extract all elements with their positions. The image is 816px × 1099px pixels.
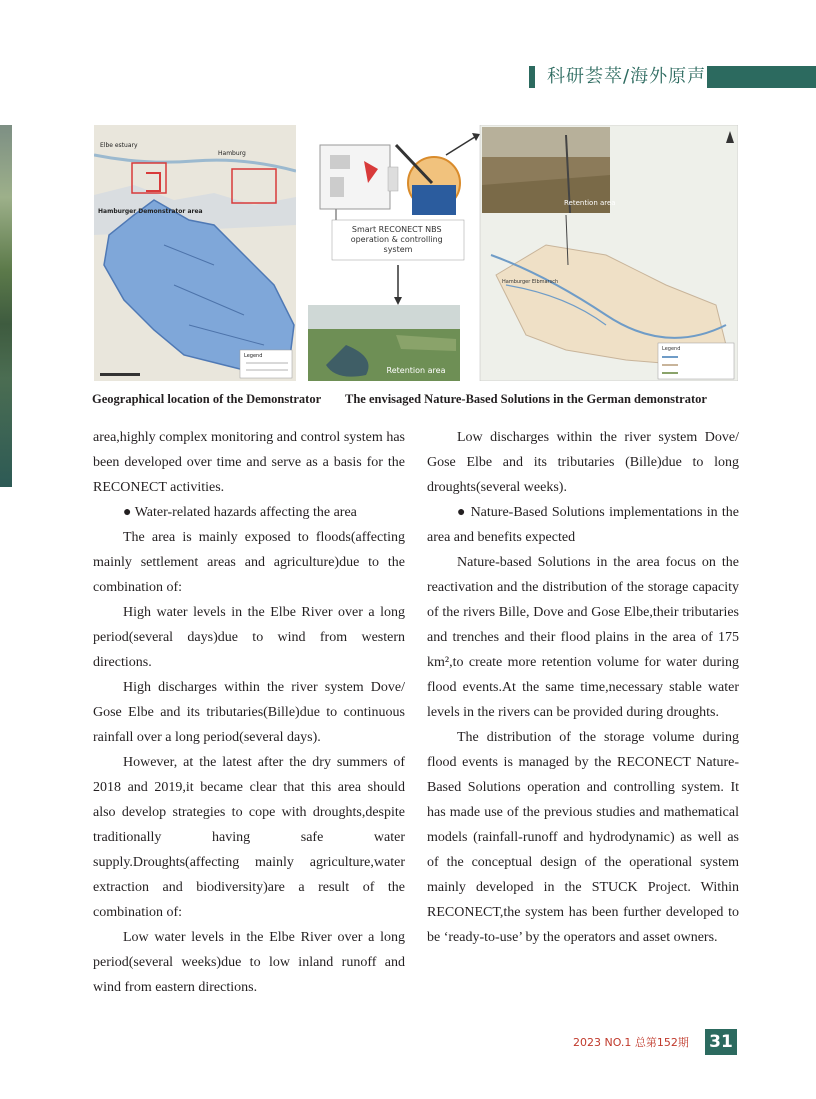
- paragraph: High water levels in the Elbe River over a long period(several days)due to wind from western directions.: [93, 605, 405, 670]
- side-photo-strip: [0, 125, 12, 487]
- photo-label-retention-left: Retention area: [386, 366, 446, 375]
- section-bullet: ● Nature-Based Solutions implementations in the area and benefits expected: [427, 505, 739, 545]
- demonstrator-location-map: [94, 125, 296, 381]
- map-label-city: Hamburg: [218, 150, 246, 157]
- paragraph: The area is mainly exposed to floods(affecting mainly settlement areas and agriculture)due to the combination of:: [93, 530, 405, 595]
- paragraph: However, at the latest after the dry summers of 2018 and 2019,it became clear that this area should also develop strategies to cope with droughts,despite traditionally having safe water supply.Droughts(affecting mainly agriculture,water extraction and biodiversity)are a result of the combination of:: [93, 755, 405, 920]
- page-number: 31: [705, 1029, 737, 1055]
- nbs-diagram-figure: [306, 125, 738, 381]
- right-column: [427, 425, 739, 950]
- header-accent-block: [707, 66, 816, 88]
- map-label-estuary: Elbe estuary: [100, 142, 138, 149]
- paragraph: Low discharges within the river system Dove/ Gose Elbe and its tributaries (Bille)due to long droughts(several weeks).: [427, 430, 739, 495]
- map-label-demonstrator: Hamburger Demonstrator area: [98, 208, 203, 215]
- section-title: 科研荟萃/海外原声: [547, 66, 707, 87]
- issue-label: 2023 NO.1 总第152期: [573, 1036, 689, 1049]
- header-accent-bar: [529, 66, 535, 88]
- map-right-legend-title: Legend: [662, 346, 681, 352]
- svg-text:Smart RECONECT NBS opera: Smart RECONECT NBS operation & controlling system: [350, 225, 443, 254]
- paragraph: High discharges within the river system Dove/ Gose Elbe and its tributaries(Bille)due to continuous rainfall over a long period(several days).: [93, 680, 405, 745]
- map-label-elbmarsch: Hamburger Elbmarsch: [502, 279, 559, 285]
- photo-label-retention-right: Retention area: [564, 199, 616, 207]
- map-legend-title: Legend: [244, 353, 263, 359]
- paragraph: Nature-based Solutions in the area focus on the reactivation and the distribution of the storage capacity of the rivers Bille, Dove and Gose Elbe,their tributaries and trenches and their flood plains in the area of 175 km²,to create more retention volume for water during flood events.At the same time,necessary stable water levels in the rivers can be provided during droughts.: [427, 555, 739, 720]
- caption-right: The envisaged Nature-Based Solutions in the German demonstrator: [345, 392, 707, 406]
- left-column: [93, 425, 405, 1000]
- section-header: [529, 64, 816, 90]
- section-bullet: ● Water-related hazards affecting the area: [123, 505, 357, 520]
- caption-left: Geographical location of the Demonstrator: [92, 392, 322, 406]
- paragraph: Low water levels in the Elbe River over a long period(several weeks)due to low inland runoff and wind from eastern directions.: [93, 930, 405, 995]
- paragraph: The distribution of the storage volume during flood events is managed by the RECONECT Nature-Based Solutions operation and controlling system. It has made use of the previous studies and mathematical models (rainfall-runoff and hydrodynamic) as well as of the conceptual design of the operational system mainly developed in the STUCK Project. Within RECONECT,the system has been further developed to be ‘ready-to-use’ by the operators and asset owners.: [427, 730, 739, 945]
- paragraph: area,highly complex monitoring and control system has been developed over time and serve as a basis for the RECONECT activities.: [93, 430, 405, 495]
